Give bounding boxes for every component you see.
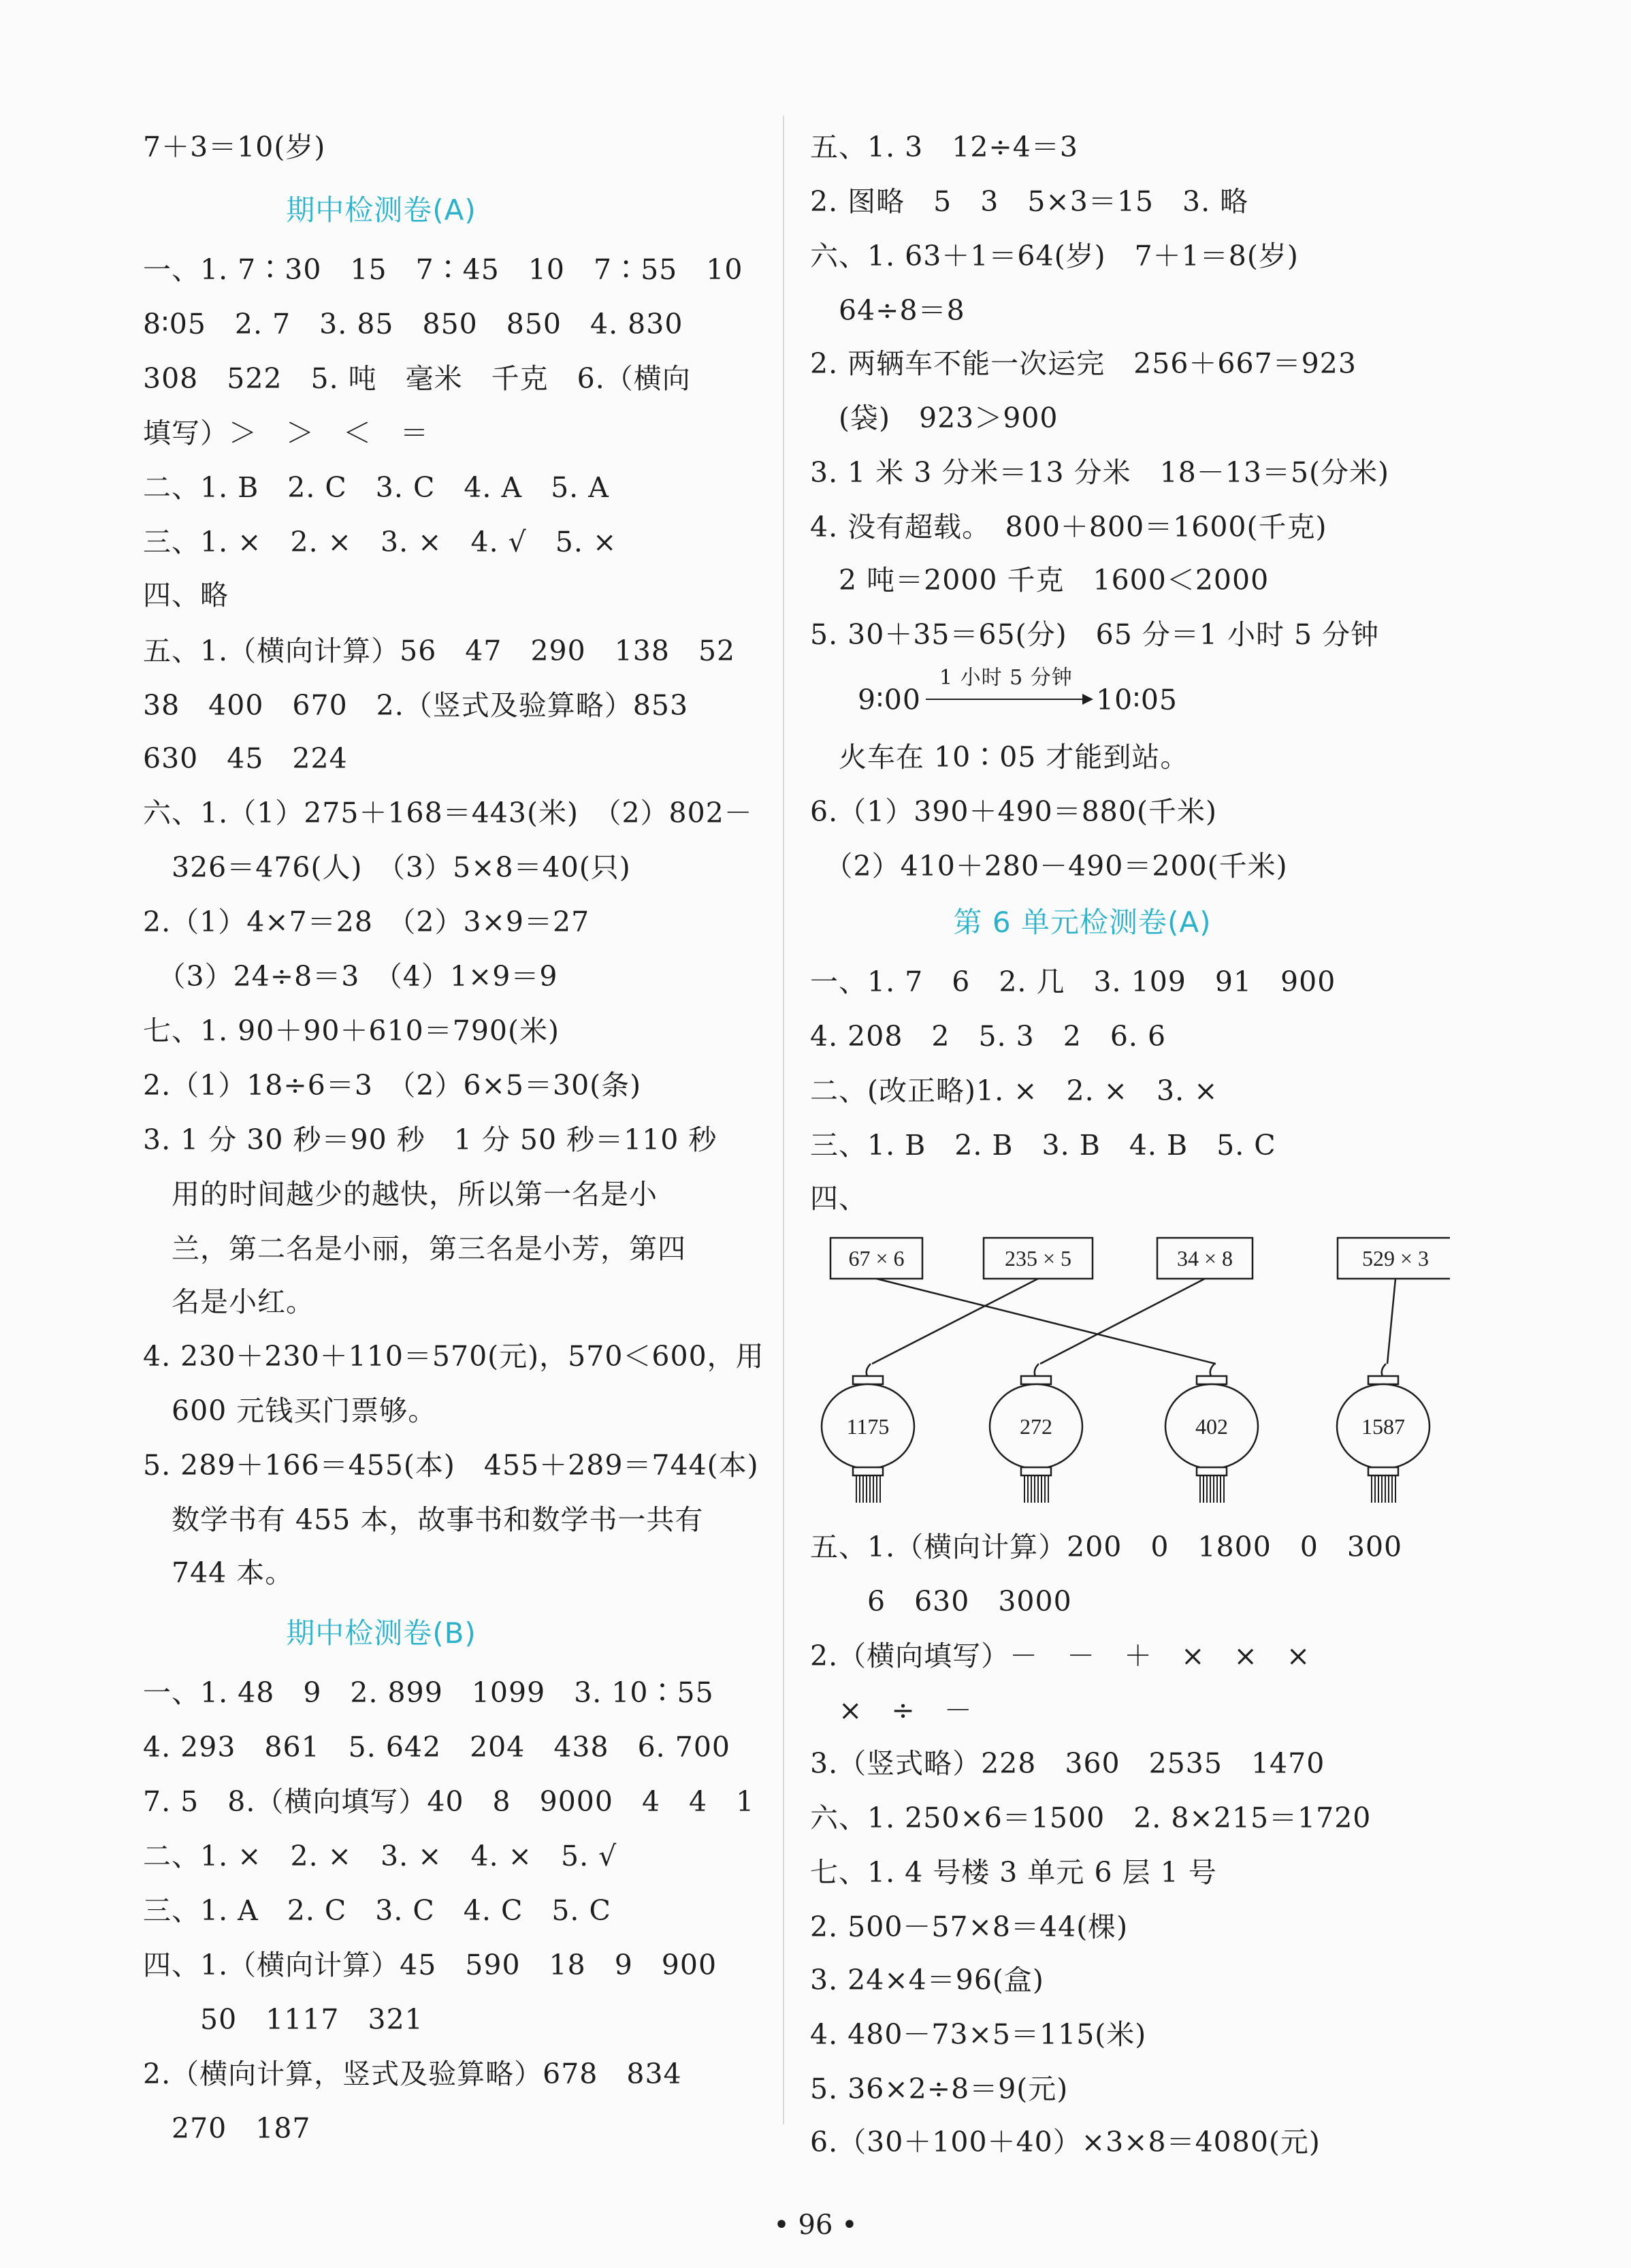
answer-line: 3. 24×4＝96(盒) — [810, 1964, 1044, 1996]
answer-line: 270 187 — [143, 2112, 311, 2145]
answer-line: 二、(改正略)1. × 2. × 3. × — [810, 1074, 1218, 1107]
matching-line — [872, 1279, 1038, 1364]
answer-line: 一、1. 7 6 2. 几 3. 109 91 900 — [810, 965, 1336, 998]
answer-line: （3）24÷8＝3 （4）1×9＝9 — [143, 960, 558, 993]
answer-line: 3. 1 米 3 分米＝13 分米 18－13＝5(分米) — [810, 456, 1390, 489]
answer-line: 2 吨＝2000 千克 1600＜2000 — [810, 564, 1270, 596]
answer-line: 2.（横向计算，竖式及验算略）678 834 — [143, 2058, 682, 2090]
answer-line: 用的时间越少的越快，所以第一名是小 — [143, 1178, 658, 1211]
answer-line: 名是小红。 — [143, 1285, 314, 1318]
answer-line: 三、1. B 2. B 3. B 4. B 5. C — [810, 1129, 1276, 1162]
answer-line: 6.（1）390＋490＝880(千米) — [810, 795, 1217, 828]
answer-line: 2.（1）18÷6＝3 （2）6×5＝30(条) — [143, 1069, 642, 1102]
page-number: • 96 • — [773, 2209, 858, 2241]
lantern — [990, 1364, 1082, 1503]
lantern-tassel — [856, 1475, 880, 1503]
lantern-tassel — [1372, 1475, 1395, 1503]
section-heading: 第 6 单元检测卷(A) — [953, 906, 1212, 939]
answer-line: 2. 图略 5 3 5×3＝15 3. 略 — [810, 185, 1249, 218]
column-divider — [783, 116, 784, 2124]
expression-box — [1157, 1238, 1253, 1279]
answer-line: 326＝476(人) （3）5×8＝40(只) — [143, 851, 631, 884]
answer-line: 六、1.（1）275＋168＝443(米) （2）802－ — [143, 797, 753, 829]
matching-line — [877, 1279, 1216, 1364]
answer-line: 3.（竖式略）228 360 2535 1470 — [810, 1747, 1325, 1780]
lantern-value: 1587 — [1361, 1414, 1405, 1439]
lantern-value: 402 — [1195, 1414, 1228, 1439]
lantern-bottom-cap — [1368, 1467, 1398, 1475]
lantern-value: 1175 — [846, 1414, 890, 1439]
matching-diagram — [810, 1219, 1450, 1518]
arrow-label: 1 小时 5 分钟 — [939, 666, 1073, 690]
answer-line: 7. 5 8.（横向填写）40 8 9000 4 4 1 — [143, 1785, 755, 1818]
answer-line: 2.（1）4×7＝28 （2）3×9＝27 — [143, 906, 590, 938]
lantern-bottom-cap — [853, 1467, 883, 1475]
answer-line: 填写）＞ ＞ ＜ ＝ — [143, 417, 429, 449]
answer-line: 630 45 224 — [143, 742, 348, 775]
answer-line: 三、1. × 2. × 3. × 4. √ 5. × — [143, 526, 617, 558]
answer-line: × ÷ － — [810, 1694, 973, 1727]
answer-line: 2. 两辆车不能一次运完 256＋667＝923 — [810, 347, 1357, 380]
answer-line: 4. 没有超载。 800＋800＝1600(千克) — [810, 511, 1327, 543]
answer-line: 七、1. 4 号楼 3 单元 6 层 1 号 — [810, 1856, 1217, 1889]
answer-line: 兰，第二名是小丽，第三名是小芳，第四 — [143, 1232, 686, 1265]
answer-line: 六、1. 250×6＝1500 2. 8×215＝1720 — [810, 1802, 1372, 1834]
lantern — [1165, 1364, 1258, 1503]
lantern-bottom-cap — [1197, 1467, 1227, 1475]
answer-line: 4. 293 861 5. 642 204 438 6. 700 — [143, 1731, 730, 1763]
lantern-bottom-cap — [1021, 1467, 1051, 1475]
answer-line: 三、1. A 2. C 3. C 4. C 5. C — [143, 1894, 611, 1927]
answer-line: 五、1. 3 12÷4＝3 — [810, 131, 1078, 163]
lantern-cap — [853, 1376, 883, 1384]
arrow-end-time: 10∶05 — [1096, 684, 1178, 716]
answer-line: 600 元钱买门票够。 — [143, 1394, 437, 1427]
answer-line: (袋) 923＞900 — [810, 402, 1059, 434]
answer-line: 四、略 — [143, 579, 229, 611]
lantern — [1337, 1364, 1430, 1503]
expression-box — [1338, 1238, 1450, 1279]
answer-line: 一、1. 7∶30 15 7∶45 10 7∶55 10 — [143, 253, 743, 286]
answer-line: 50 1117 321 — [143, 2003, 423, 2036]
answer-line: 六、1. 63＋1＝64(岁) 7＋1＝8(岁) — [810, 240, 1299, 272]
expression-box — [984, 1238, 1093, 1279]
answer-line: 5. 289＋166＝455(本) 455＋289＝744(本) — [143, 1449, 759, 1482]
answer-line: 8∶05 2. 7 3. 85 850 850 4. 830 — [143, 308, 683, 340]
lantern-cap — [1197, 1376, 1227, 1384]
answer-line: 6.（30＋100＋40）×3×8＝4080(元) — [810, 2126, 1321, 2158]
answer-line: 6 630 3000 — [810, 1585, 1072, 1618]
answer-line: 数学书有 455 本，故事书和数学书一共有 — [143, 1503, 704, 1536]
answer-line: 火车在 10∶05 才能到站。 — [810, 741, 1189, 773]
arrow-head — [1082, 694, 1093, 705]
answer-line: 一、1. 48 9 2. 899 1099 3. 10∶55 — [143, 1676, 714, 1709]
answer-line: 64÷8＝8 — [810, 294, 965, 327]
expression-label: 235 × 5 — [1004, 1246, 1072, 1271]
expression-label: 34 × 8 — [1176, 1246, 1233, 1271]
answer-line: 2. 500－57×8＝44(棵) — [810, 1911, 1129, 1943]
answer-line: 4. 230＋230＋110＝570(元)，570＜600，用 — [143, 1340, 764, 1373]
answer-line: 2.（横向填写）－ － ＋ × × × — [810, 1640, 1311, 1672]
matching-diagram-svg — [810, 1219, 1450, 1518]
matching-line — [1387, 1279, 1395, 1364]
lantern-cap — [1021, 1376, 1051, 1384]
answer-line: 7＋3＝10(岁) — [143, 131, 326, 163]
lantern-cap — [1368, 1376, 1398, 1384]
answer-line: 4. 208 2 5. 3 2 6. 6 — [810, 1020, 1167, 1053]
section-heading: 期中检测卷(B) — [286, 1616, 477, 1650]
expression-label: 67 × 6 — [848, 1246, 905, 1271]
expression-box — [830, 1238, 922, 1279]
arrow-line — [926, 699, 1086, 700]
answer-line: 5. 30＋35＝65(分) 65 分＝1 小时 5 分钟 — [810, 618, 1380, 651]
matching-line — [1040, 1279, 1205, 1364]
lantern-tassel — [1024, 1475, 1048, 1503]
arrow-start-time: 9∶00 — [858, 684, 921, 716]
lantern-value: 272 — [1020, 1414, 1052, 1439]
answer-line: 七、1. 90＋90＋610＝790(米) — [143, 1015, 560, 1047]
answer-line: 五、1.（横向计算）200 0 1800 0 300 — [810, 1531, 1403, 1563]
lantern-tassel — [1200, 1475, 1224, 1503]
expression-label: 529 × 3 — [1361, 1246, 1430, 1271]
answer-line: 38 400 670 2.（竖式及验算略）853 — [143, 689, 689, 722]
answer-line: 四、1.（横向计算）45 590 18 9 900 — [143, 1949, 717, 1981]
answer-line: 5. 36×2÷8＝9(元) — [810, 2073, 1069, 2105]
answer-line: 744 本。 — [143, 1556, 294, 1589]
answer-line: 4. 480－73×5＝115(米) — [810, 2018, 1147, 2051]
answer-line: 二、1. × 2. × 3. × 4. × 5. √ — [143, 1840, 617, 1872]
answer-line: 3. 1 分 30 秒＝90 秒 1 分 50 秒＝110 秒 — [143, 1123, 717, 1156]
answer-line: 二、1. B 2. C 3. C 4. A 5. A — [143, 471, 609, 504]
answer-line: 四、 — [810, 1182, 867, 1215]
lantern — [822, 1364, 914, 1503]
answer-line: （2）410＋280－490＝200(千米) — [810, 850, 1288, 882]
answer-line: 308 522 5. 吨 毫米 千克 6.（横向 — [143, 362, 691, 395]
answer-line: 五、1.（横向计算）56 47 290 138 52 — [143, 635, 736, 667]
section-heading: 期中检测卷(A) — [286, 193, 477, 227]
